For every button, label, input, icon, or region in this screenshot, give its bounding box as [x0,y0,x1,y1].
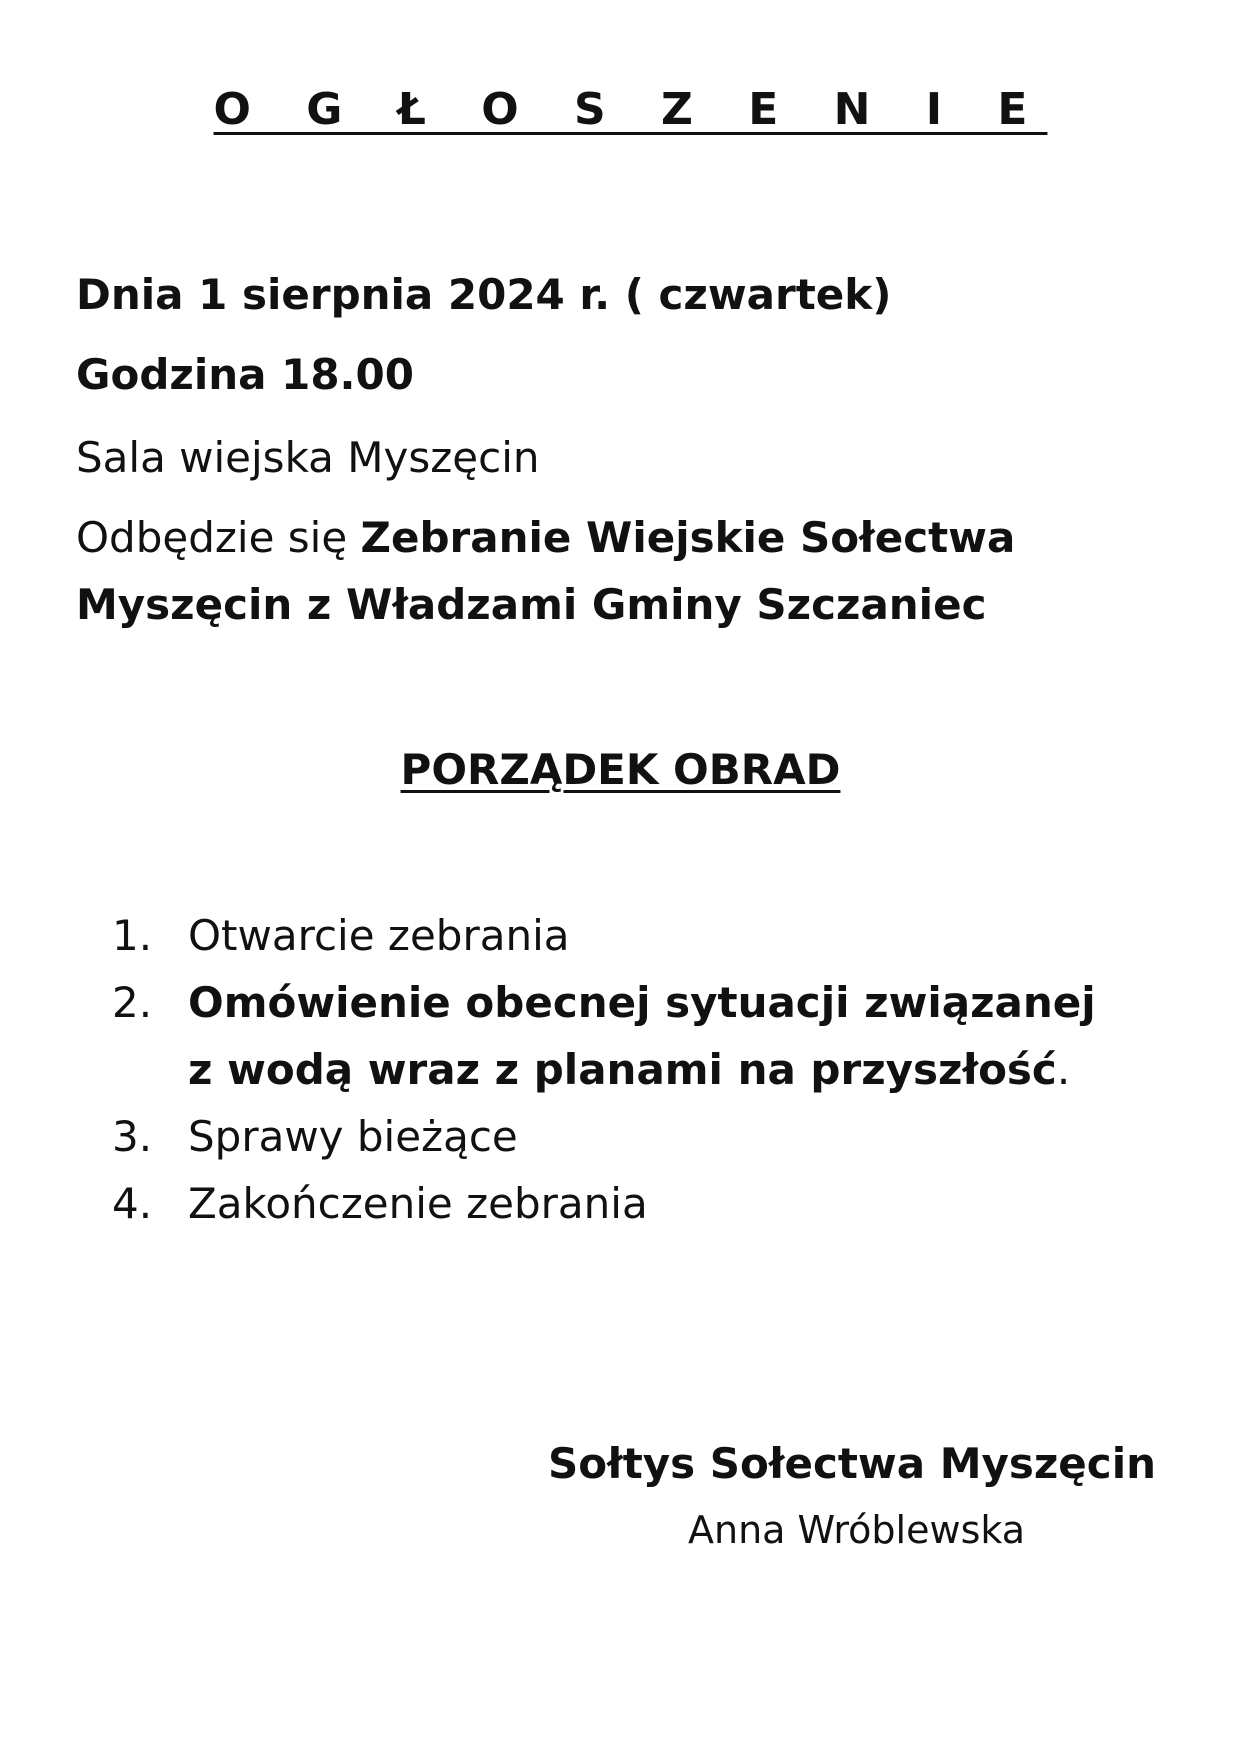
agenda-item-4 [112,1170,1096,1237]
signature-name: Anna Wróblewska [688,1508,1025,1552]
event-name-part2: Myszęcin z Władzami Gminy Szczaniec [76,580,987,629]
meeting-hour: Godzina 18.00 [76,350,414,399]
agenda-item-text-line1: Omówienie obecnej sytuacji związanej [188,978,1096,1027]
page-title [0,84,1241,136]
agenda-item-text: Otwarcie zebrania [188,911,570,960]
agenda-item-text-line2: z wodą wraz z planami na przyszłość [188,1045,1057,1094]
agenda-list [112,902,1096,1237]
agenda-item-number: 1. [112,911,153,960]
agenda-title-text: PORZĄDEK OBRAD [400,745,841,794]
agenda-item-suffix: . [1056,1045,1071,1094]
agenda-item-text: Sprawy bieżące [188,1112,518,1161]
agenda-item-line2 [188,1036,1096,1103]
agenda-item-3 [112,1103,1096,1170]
event-line-1 [76,505,1015,571]
meeting-date: Dnia 1 sierpnia 2024 r. ( czwartek) [76,270,892,319]
meeting-place: Sala wiejska Myszęcin [76,433,540,482]
agenda-item-number: 4. [112,1179,153,1228]
agenda-title [0,740,1241,800]
agenda-item-number: 3. [112,1112,153,1161]
event-prefix: Odbędzie się [76,513,361,562]
agenda-item-text: Zakończenie zebrania [188,1179,648,1228]
agenda-item-2 [112,969,1096,1103]
agenda-item-1 [112,902,1096,969]
agenda-item-number: 2. [112,978,153,1027]
event-name-part1: Zebranie Wiejskie Sołectwa [360,513,1016,562]
signature-role: Sołtys Sołectwa Myszęcin [548,1439,1156,1488]
page-title-text: O G Ł O S Z E N I E [213,84,1048,135]
